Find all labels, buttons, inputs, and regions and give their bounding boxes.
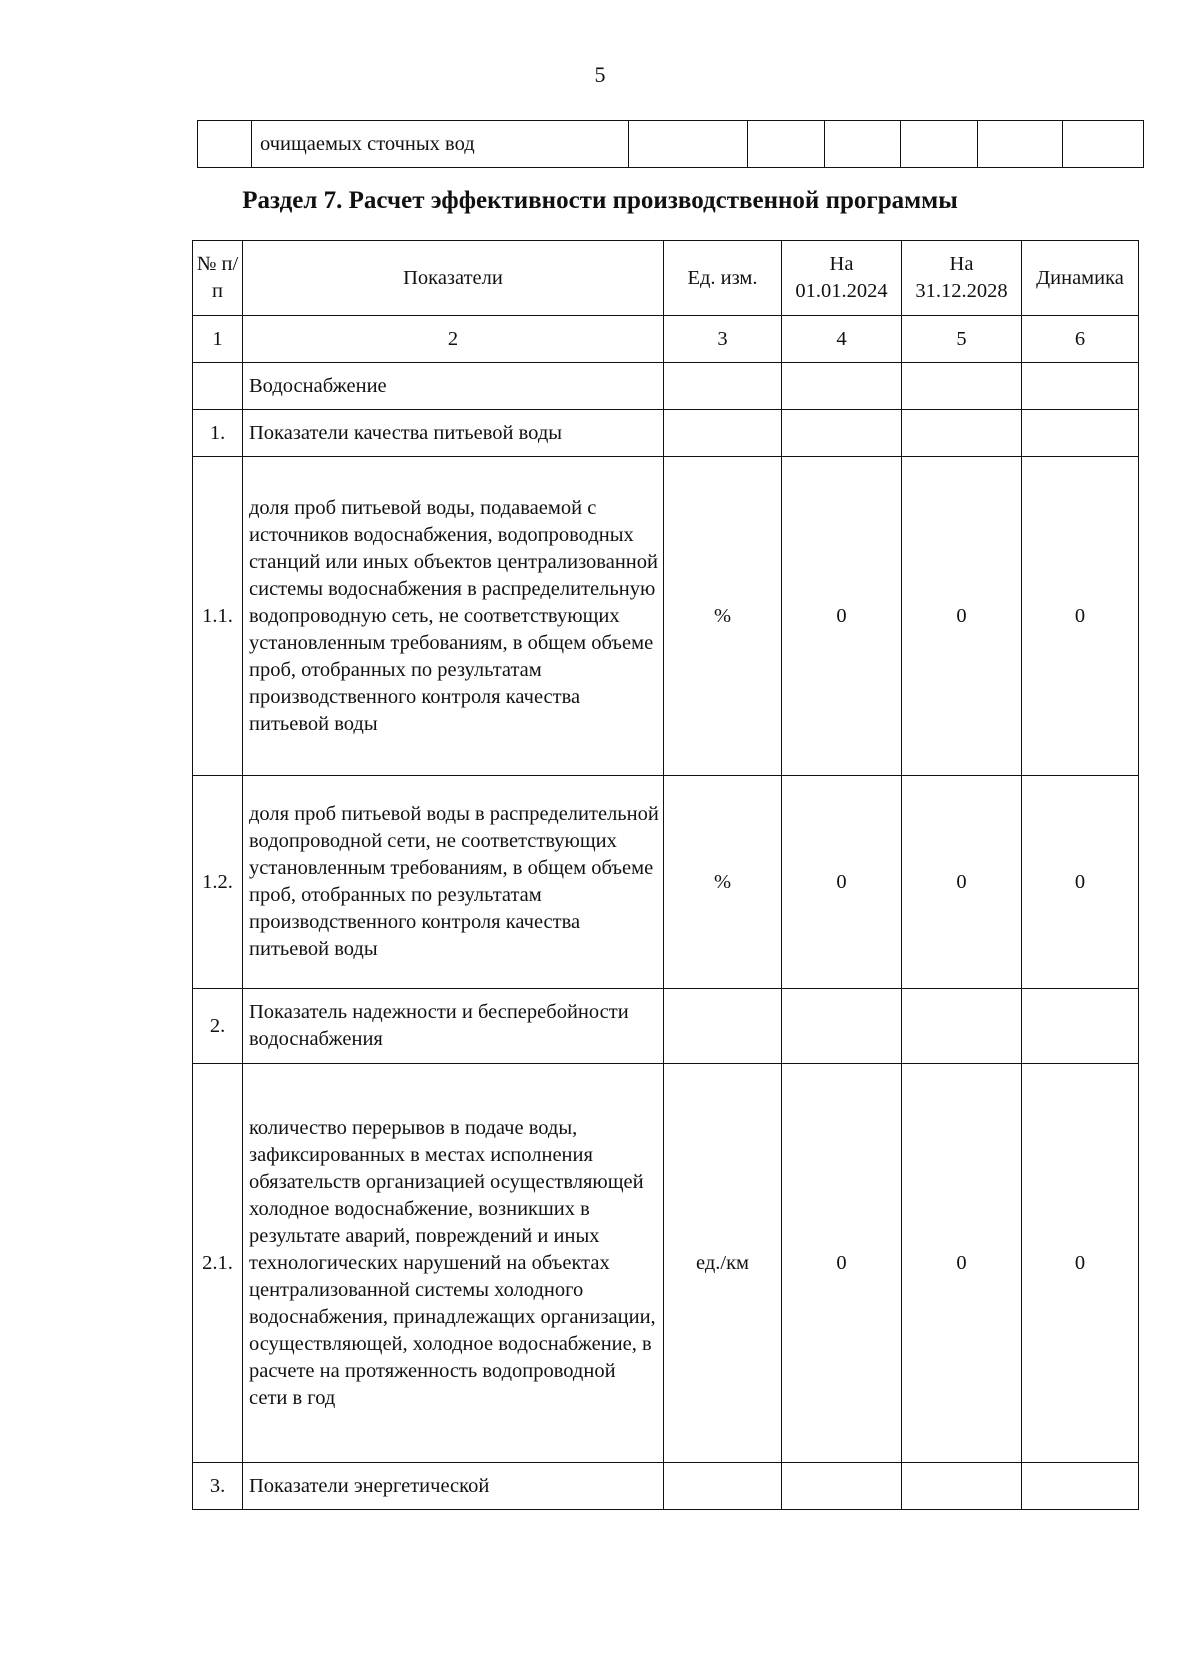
row-num: 1.2. <box>193 776 243 989</box>
header-num: № п/п <box>193 241 243 316</box>
column-number: 3 <box>664 316 782 363</box>
continuation-empty-cell <box>748 121 825 168</box>
row-start <box>782 363 902 410</box>
row-end <box>902 363 1022 410</box>
continuation-num-cell <box>198 121 252 168</box>
row-indicator: количество перерывов в подаче воды, зафиксированных в местах исполнения обязательств организацией осуществляющей холодное водоснабжение, возникших в результате аварий, повреждений и иных технологических нарушений на объектах централизованной системы холодного водоснабжения, принадлежащих организации, осуществляющей, холодное водоснабжение, в расчете на протяженность водопроводной сети в год <box>243 1064 664 1463</box>
table-row <box>193 989 1139 1064</box>
row-start: 0 <box>782 457 902 776</box>
header-indicator: Показатели <box>243 241 664 316</box>
row-start: 0 <box>782 1064 902 1463</box>
row-unit: ед./км <box>664 1064 782 1463</box>
header-row <box>193 241 1139 316</box>
row-indicator: Показатели энергетической <box>243 1463 664 1510</box>
row-unit: % <box>664 776 782 989</box>
continuation-empty-cell <box>901 121 978 168</box>
row-unit <box>664 410 782 457</box>
continuation-empty-cell <box>825 121 901 168</box>
table-row <box>193 1064 1139 1463</box>
section-title: Раздел 7. Расчет эффективности производственной программы <box>242 187 958 214</box>
row-start <box>782 989 902 1064</box>
efficiency-table <box>192 240 1139 1510</box>
column-number: 2 <box>243 316 664 363</box>
column-numbers-row <box>193 316 1139 363</box>
row-dynamics <box>1022 363 1139 410</box>
row-num: 2. <box>193 989 243 1064</box>
column-number: 6 <box>1022 316 1139 363</box>
continuation-table <box>197 120 1144 168</box>
table-row <box>193 457 1139 776</box>
table-row <box>193 363 1139 410</box>
row-end: 0 <box>902 1064 1022 1463</box>
row-end <box>902 989 1022 1064</box>
continuation-empty-cell <box>1063 121 1144 168</box>
table-row <box>193 1463 1139 1510</box>
row-end: 0 <box>902 776 1022 989</box>
header-end: На 31.12.2028 <box>902 241 1022 316</box>
row-start <box>782 410 902 457</box>
row-num: 3. <box>193 1463 243 1510</box>
row-num <box>193 363 243 410</box>
row-unit: % <box>664 457 782 776</box>
row-dynamics: 0 <box>1022 776 1139 989</box>
row-unit <box>664 1463 782 1510</box>
row-num: 1.1. <box>193 457 243 776</box>
continuation-empty-cell <box>629 121 748 168</box>
row-num: 2.1. <box>193 1064 243 1463</box>
row-dynamics <box>1022 410 1139 457</box>
header-dynamics: Динамика <box>1022 241 1139 316</box>
column-number: 4 <box>782 316 902 363</box>
row-indicator: Водоснабжение <box>243 363 664 410</box>
row-dynamics <box>1022 989 1139 1064</box>
table-row <box>193 776 1139 989</box>
row-end: 0 <box>902 457 1022 776</box>
column-number: 1 <box>193 316 243 363</box>
header-start: На 01.01.2024 <box>782 241 902 316</box>
row-end <box>902 1463 1022 1510</box>
continuation-empty-cell <box>978 121 1063 168</box>
row-indicator: Показатель надежности и бесперебойности водоснабжения <box>243 989 664 1064</box>
header-unit: Ед. изм. <box>664 241 782 316</box>
row-unit <box>664 363 782 410</box>
page-number: 5 <box>594 62 606 87</box>
row-unit <box>664 989 782 1064</box>
row-dynamics: 0 <box>1022 1064 1139 1463</box>
row-indicator: доля проб питьевой воды, подаваемой с источников водоснабжения, водопроводных станций или иных объектов централизованной системы водоснабжения в распределительную водопроводную сеть, не соответствующих установленным требованиям, в общем объеме проб, отобранных по результатам производственного контроля качества питьевой воды <box>243 457 664 776</box>
row-dynamics <box>1022 1463 1139 1510</box>
continuation-text: очищаемых сточных вод <box>252 121 629 168</box>
table-row <box>193 410 1139 457</box>
row-dynamics: 0 <box>1022 457 1139 776</box>
continuation-row <box>198 121 1144 168</box>
row-num: 1. <box>193 410 243 457</box>
row-start <box>782 1463 902 1510</box>
row-start: 0 <box>782 776 902 989</box>
column-number: 5 <box>902 316 1022 363</box>
row-indicator: доля проб питьевой воды в распределительной водопроводной сети, не соответствующих установленным требованиям, в общем объеме проб, отобранных по результатам производственного контроля качества питьевой воды <box>243 776 664 989</box>
row-end <box>902 410 1022 457</box>
row-indicator: Показатели качества питьевой воды <box>243 410 664 457</box>
